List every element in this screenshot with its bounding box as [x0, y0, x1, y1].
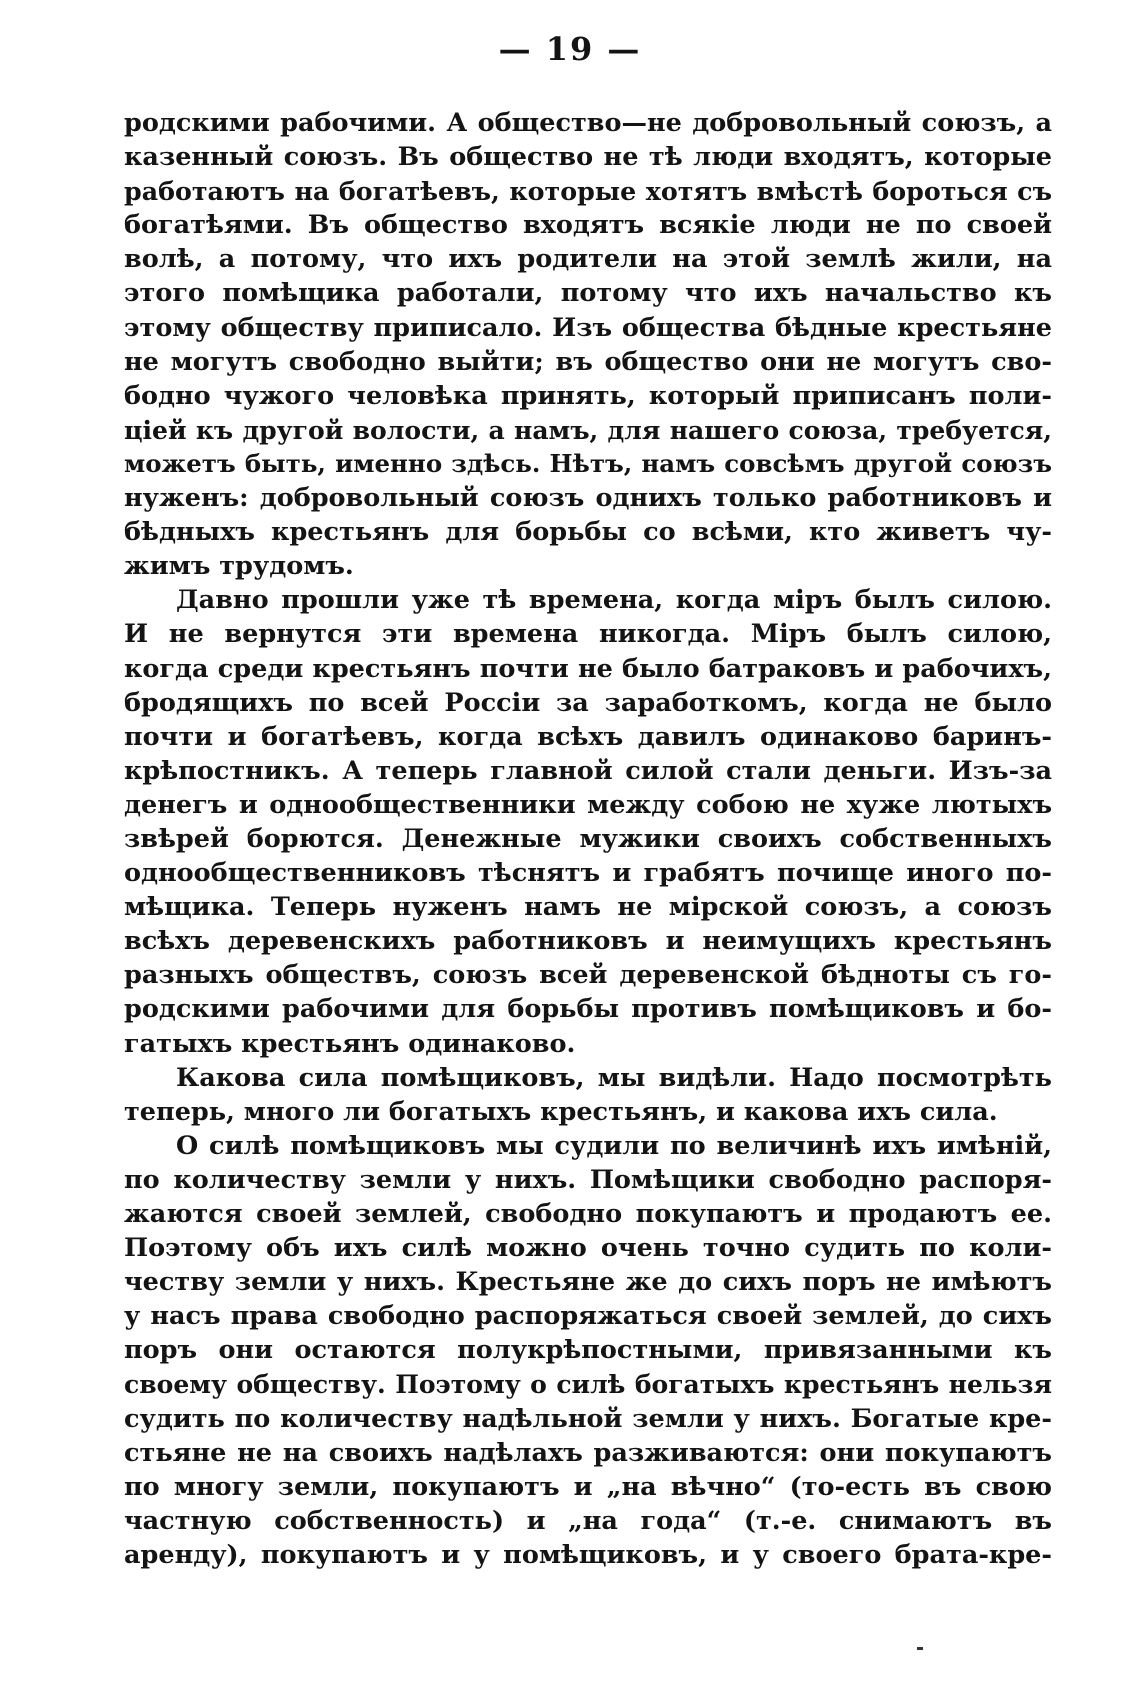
text-line: О силѣ помѣщиковъ мы судили по величинѣ ихъ имѣній,	[176, 1130, 1052, 1161]
text-line: поръ они остаются полукрѣпостными, привязанными къ	[124, 1335, 1052, 1366]
text-line: крѣпостникъ. А теперь главной силой стали деньги. Изъ-за	[124, 755, 1052, 786]
text-line: честву земли у нихъ. Крестьяне же до сихъ поръ не имѣютъ	[124, 1267, 1052, 1298]
text-line: ціей къ другой волости, а намъ, для нашего союза, требуется,	[124, 414, 1052, 445]
text-line: теперь, много ли богатыхъ крестьянъ, и какова ихъ сила.	[124, 1096, 998, 1127]
text-line: родскими рабочими. А общество—не добровольный союзъ, а	[124, 108, 1052, 138]
text-line: волѣ, а потому, что ихъ родители на этой землѣ жили, на	[124, 244, 1052, 275]
text-line: денегъ и однообщественники между собою не хуже лютыхъ	[124, 789, 1052, 820]
text-line: однообщественниковъ тѣснятъ и грабятъ почище иного по-	[124, 858, 1052, 889]
text-line: аренду), покупаютъ и у помѣщиковъ, и у своего брата-кре-	[124, 1539, 1052, 1570]
text-line: звѣрей борются. Денежные мужики своихъ собственныхъ	[124, 823, 1052, 854]
text-line: разныхъ обществъ, союзъ всей деревенской бѣдноты съ го-	[124, 960, 1052, 991]
text-line: мѣщика. Теперь нуженъ намъ не мірской союзъ, а союзъ	[124, 892, 1052, 923]
page-number: — 19 —	[498, 30, 642, 68]
text-line: нуженъ: добровольный союзъ однихъ только работниковъ и	[124, 483, 1052, 514]
text-line: И не вернутся эти времена никогда. Міръ былъ силою,	[124, 619, 1052, 650]
text-line: работаютъ на богатѣевъ, которые хотятъ вмѣстѣ бороться съ	[124, 176, 1052, 207]
text-line: можетъ быть, именно здѣсь. Нѣтъ, намъ совсѣмъ другой союзъ	[124, 448, 1052, 478]
text-line: казенный союзъ. Въ общество не тѣ люди входятъ, которые	[124, 142, 1052, 173]
body-text	[124, 106, 1052, 1572]
text-line: почти и богатѣевъ, когда всѣхъ давилъ одинаково баринъ-	[124, 721, 1052, 752]
text-line: этому обществу приписало. Изъ общества бѣдные крестьяне	[124, 312, 1052, 343]
text-line: жаются своей землей, свободно покупаютъ и продаютъ ее.	[124, 1199, 1052, 1229]
text-line: своему обществу. Поэтому о силѣ богатыхъ крестьянъ нельзя	[124, 1369, 1052, 1400]
text-line: бродящихъ по всей Россіи за заработкомъ, когда не было	[124, 687, 1052, 718]
text-line: когда среди крестьянъ почти не было батраковъ и рабочихъ,	[124, 653, 1052, 684]
text-line: Поэтому объ ихъ силѣ можно очень точно судить по коли-	[124, 1233, 1052, 1264]
print-mark	[917, 1647, 923, 1650]
text-line: родскими рабочими для борьбы противъ помѣщиковъ и бо-	[124, 994, 1052, 1025]
text-line: по количеству земли у нихъ. Помѣщики свободно распоря-	[124, 1164, 1052, 1195]
text-line: бѣдныхъ крестьянъ для борьбы со всѣми, кто живетъ чу-	[124, 517, 1052, 548]
text-line: судить по количеству надѣльной земли у нихъ. Богатые кре-	[124, 1403, 1052, 1434]
text-line: бодно чужого человѣка принять, который приписанъ поли-	[124, 380, 1052, 411]
text-line: частную собственность) и „на года“ (т.-е. снимаютъ въ	[124, 1505, 1052, 1536]
text-line: стьяне не на своихъ надѣлахъ разживаются: они покупаютъ	[124, 1437, 1052, 1468]
text-line: этого помѣщика работали, потому что ихъ начальство къ	[124, 278, 1052, 309]
text-line: Давно прошли уже тѣ времена, когда міръ былъ силою.	[176, 585, 1052, 616]
text-line: по многу земли, покупаютъ и „на вѣчно“ (то-есть въ свою	[124, 1471, 1052, 1502]
text-line: жимъ трудомъ.	[124, 551, 354, 582]
text-line: не могутъ свободно выйти; въ общество они не могутъ сво-	[124, 346, 1052, 377]
text-line: у насъ права свободно распоряжаться своей землей, до сихъ	[124, 1301, 1052, 1332]
text-line: Какова сила помѣщиковъ, мы видѣли. Надо посмотрѣть	[176, 1062, 1052, 1093]
text-line: гатыхъ крестьянъ одинаково.	[124, 1028, 576, 1059]
text-line: всѣхъ деревенскихъ работниковъ и неимущихъ крестьянъ	[124, 926, 1052, 957]
text-line: богатѣями. Въ общество входятъ всякіе люди не по своей	[124, 210, 1052, 241]
